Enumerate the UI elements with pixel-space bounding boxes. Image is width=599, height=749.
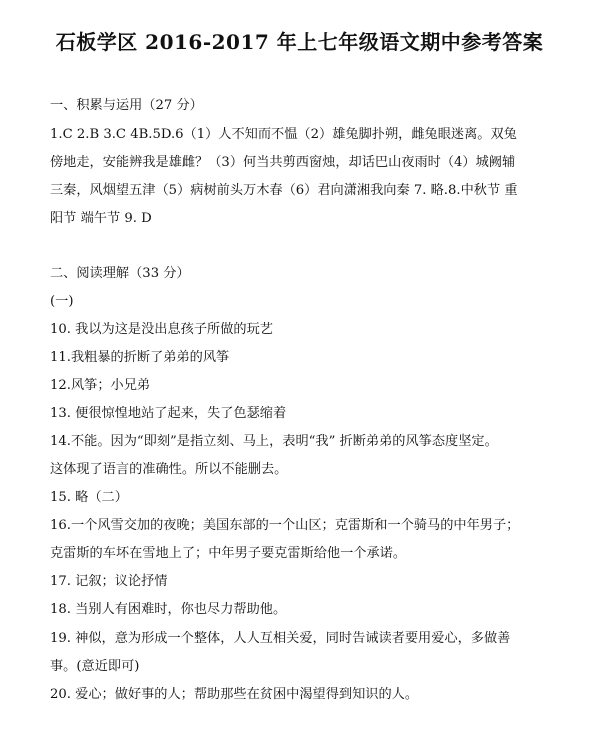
answer-q12: 12.风筝；小兄弟	[50, 378, 151, 393]
answer-line-1: 1.C 2.B 3.C 4B.5D.6（1）人不知而不愠（2）雄兔脚扑朔，雌兔眼迷离。双兔	[50, 127, 517, 142]
answer-q19-line-1: 19. 神似，意为形成一个整体，人人互相关爱，同时告诫读者要用爱心，多做善	[50, 631, 511, 646]
answer-q11: 11.我粗暴的折断了弟弟的风筝	[50, 350, 230, 365]
section-heading-accumulation: 一、积累与运用（27 分）	[50, 98, 203, 113]
answer-q16-line-1: 16.一个风雪交加的夜晚；美国东部的一个山区；克雷斯和一个骑马的中年男子；	[50, 518, 520, 533]
answer-q16-line-2: 克雷斯的车坏在雪地上了；中年男子要克雷斯给他一个承诺。	[50, 546, 407, 561]
answer-q20: 20. 爱心；做好事的人；帮助那些在贫困中渴望得到知识的人。	[50, 687, 419, 702]
answer-line-4: 阳节 端午节 9. D	[50, 211, 152, 226]
answer-q14-line-2: 这体现了语言的准确性。所以不能删去。	[50, 462, 288, 477]
answer-q13: 13. 便很惊惶地站了起来，失了色瑟缩着	[50, 406, 287, 421]
subsection-one-label: (一)	[50, 294, 74, 309]
document-title: 石板学区 2016-2017 年上七年级语文期中参考答案	[55, 30, 544, 54]
answer-q17: 17. 记叙；议论抒情	[50, 574, 168, 589]
answer-q15: 15. 略（二）	[50, 490, 128, 505]
answer-line-3: 三秦，风烟望五津（5）病树前头万木春（6）君向潇湘我向秦 7. 略.8.中秋节 重	[50, 183, 518, 198]
answer-q10: 10. 我以为这是没出息孩子所做的玩艺	[50, 322, 273, 337]
section-heading-reading: 二、阅读理解（33 分）	[50, 266, 190, 281]
answer-line-2: 傍地走，安能辨我是雄雌？（3）何当共剪西窗烛，却话巴山夜雨时（4）城阙辅	[50, 155, 516, 170]
answer-q19-line-2: 事。(意近即可)	[50, 659, 140, 674]
answer-q14-line-1: 14.不能。因为“即刻”是指立刻、马上，表明“我” 折断弟弟的风筝态度坚定。	[50, 434, 498, 449]
answer-q18: 18. 当别人有困难时，你也尽力帮助他。	[50, 602, 287, 617]
